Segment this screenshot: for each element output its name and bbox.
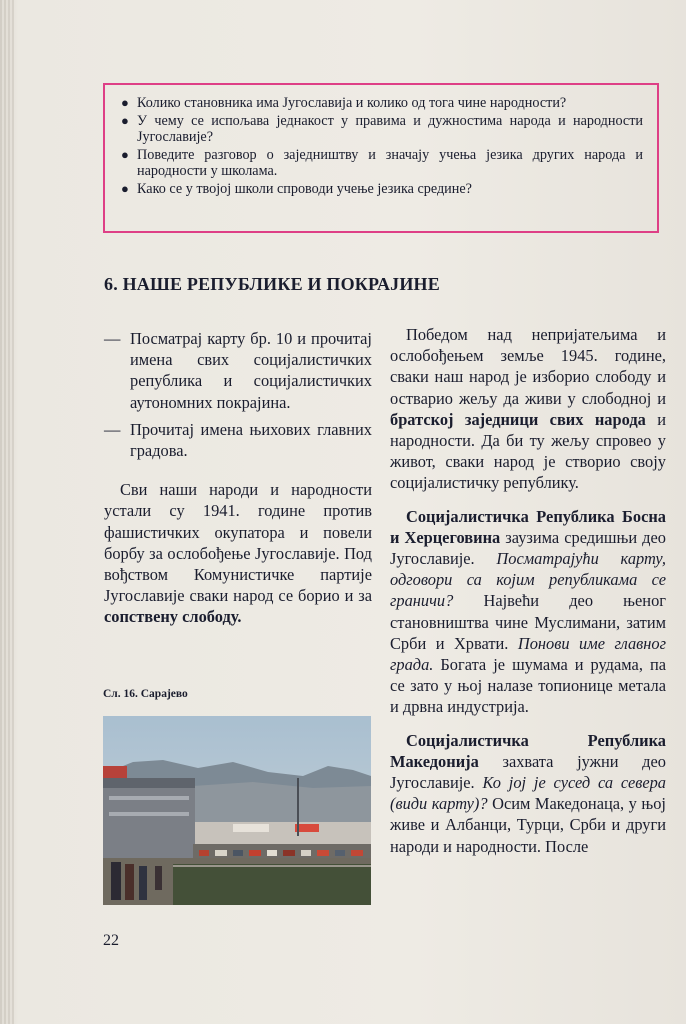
section-title: 6. НАШЕ РЕПУБЛИКЕ И ПОКРАЈИНЕ	[104, 274, 440, 294]
question-item: ● У чему се испољава једнакост у правима и дужностима народа и народности Југославије?	[121, 112, 643, 146]
task-item: — Посматрај карту бр. 10 и прочитај имена свих социјалистичких република и социјалистичких аутономних покрајина.	[104, 329, 372, 412]
sarajevo-photo	[103, 716, 371, 905]
sarajevo-photo-image	[103, 716, 371, 905]
question-item: ● Колико становника има Југославија и колико од тога чине народности?	[121, 95, 567, 111]
question-item: ● Како се у твојој школи спроводи учење језика средине?	[121, 180, 472, 197]
question-item: ● Поведите разговор о заједништву и значају учења језика других народа и народности у школама.	[121, 146, 643, 180]
paragraph-1941: Сви наши народи и народности устали су 1941. године против фашистичких окупатора и повели борбу за ослобођење Југославије. Под вођством Комунистичке партије Југославије сваки народ се борио и за сопствену слободу.	[104, 480, 372, 627]
questions-box	[103, 83, 659, 233]
paragraph-1945: Победом над непријатељима и ослобођењем земље 1945. године, сваки наш народ је изборио слободу и остварио жељу да живи у слободној и братској заједници свих народа и народности. Да би ту жељу спровео у живот, сваки народ је створио своју социјалистичку републику.	[390, 325, 666, 493]
task-item: — Прочитај имена њихових главних градова.	[104, 419, 372, 461]
page-edge	[0, 0, 14, 1024]
left-column	[104, 328, 372, 640]
paragraph-macedonia: Социјалистичка Република Македонија захвата јужни део Југославије. Ко јој је сусед са севера (види карту)? Осим Македонаца, у њој живе и Албанци, Турци, Срби и други народи и народности. После	[390, 730, 666, 856]
paragraph-bosnia: Социјалистичка Република Босна и Херцеговина заузима средишњи део Југославије. Посматрајући карту, одговори са којим републикама се граничи? Највећи део њеног становништва чине Муслимани, затим Срби и Хрвати. Понови име главног града. Богата је шумама и рудама, па се зато у њој налазе топионице метала и дрвна индустрија.	[390, 506, 666, 717]
page-number: 22	[103, 932, 119, 949]
questions-list	[119, 95, 643, 198]
right-column	[390, 324, 666, 869]
figure-caption: Сл. 16. Сарајево	[103, 688, 188, 700]
